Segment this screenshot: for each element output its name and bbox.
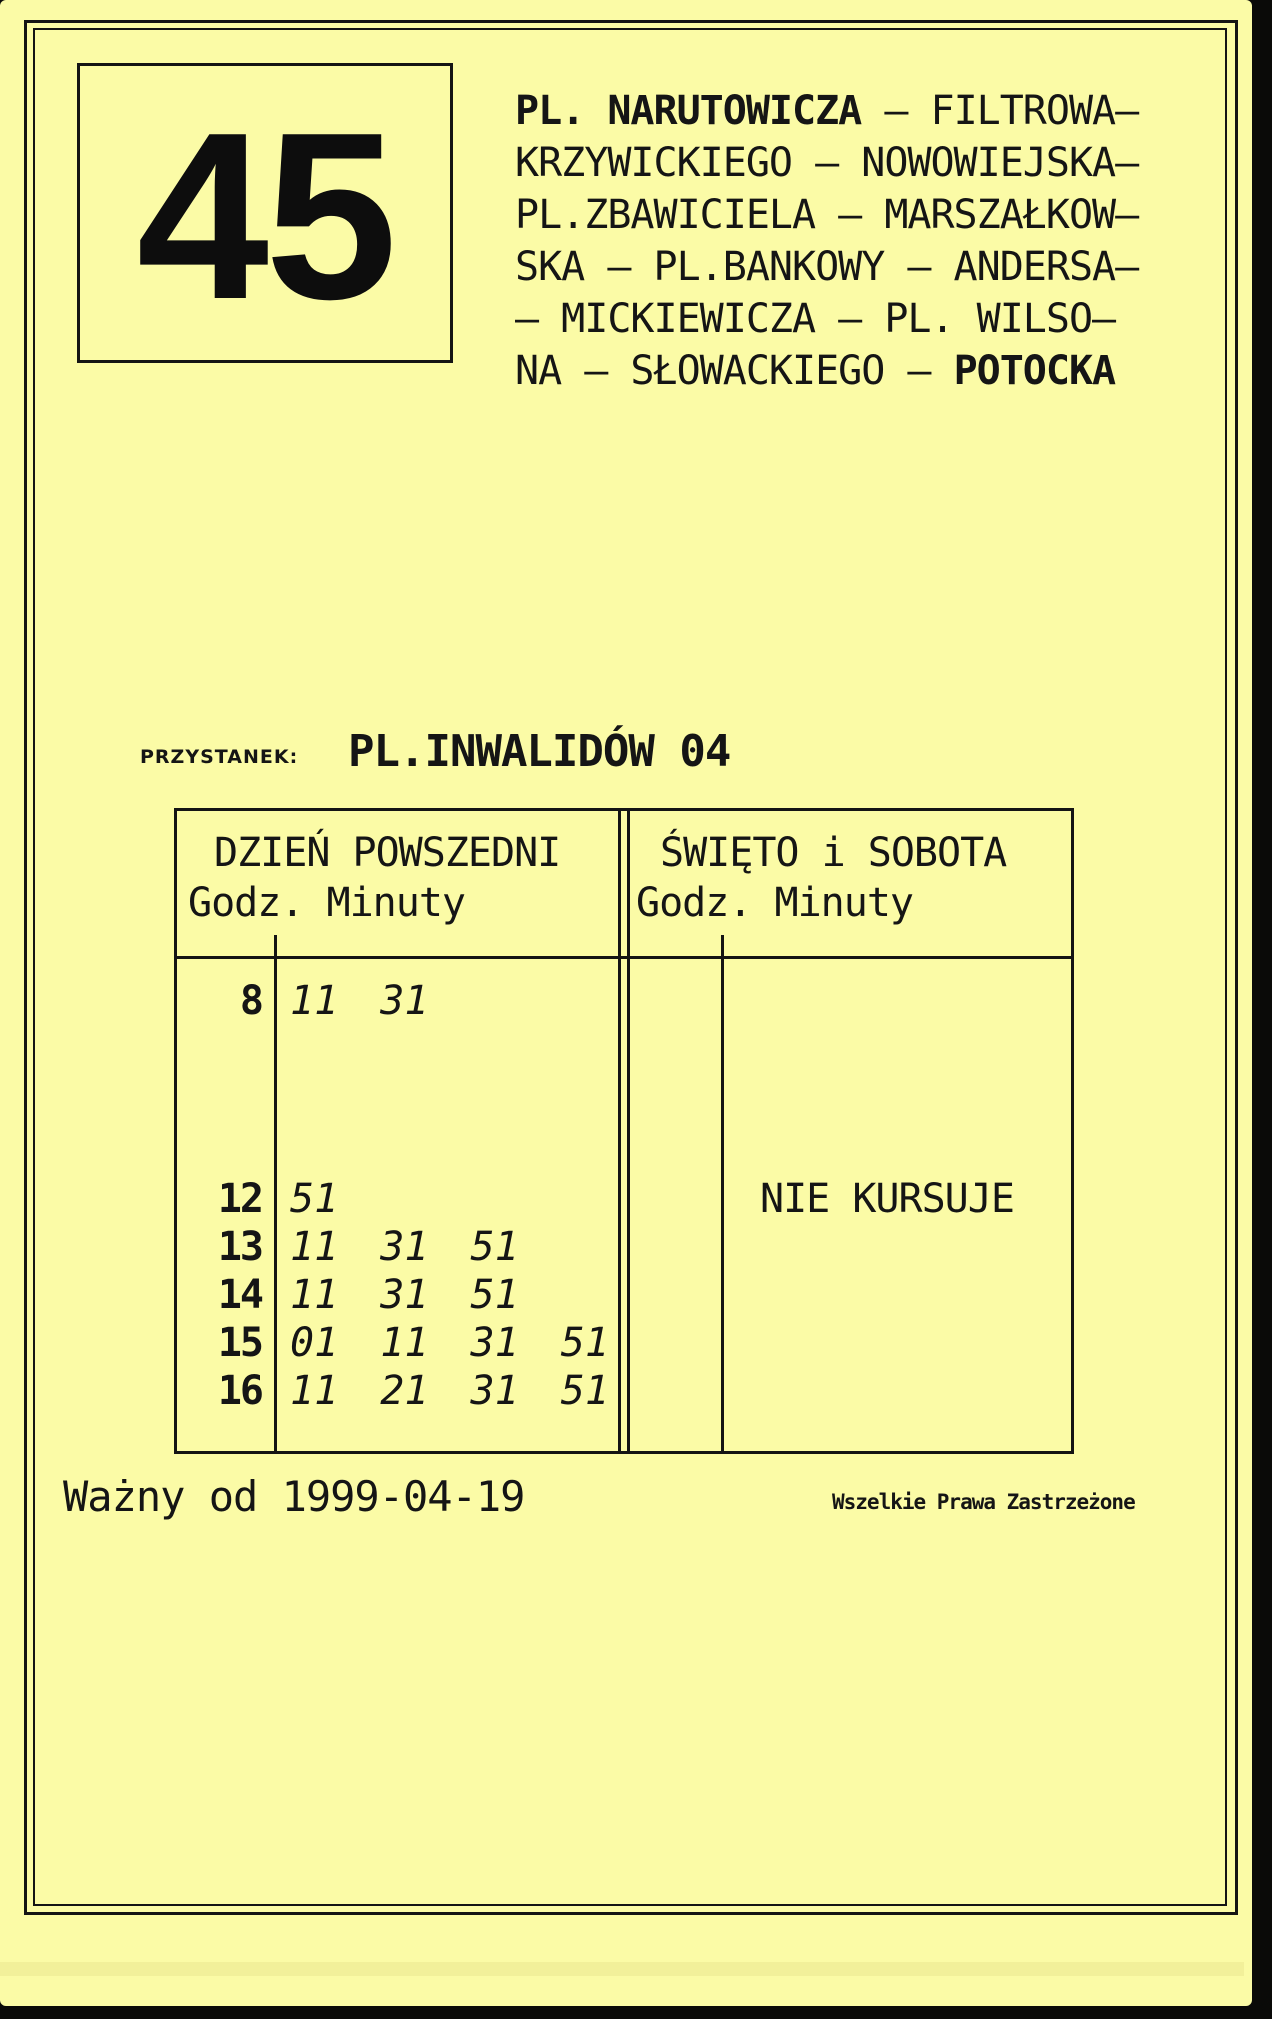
route-text: – FILTROWA– xyxy=(861,88,1139,134)
route-line xyxy=(515,293,1205,345)
route-line xyxy=(515,345,1205,397)
minutes-cell: 11 31 51 xyxy=(290,1224,519,1270)
route-line xyxy=(515,137,1205,189)
hour-cell: 8 xyxy=(239,978,262,1024)
route-text: KRZYWICKIEGO – NOWOWIEJSKA– xyxy=(515,140,1139,186)
hour-cell: 14 xyxy=(217,1272,262,1318)
stop-label: PRZYSTANEK: xyxy=(140,746,299,768)
hour-cell: 16 xyxy=(217,1368,262,1414)
route-description xyxy=(515,85,1205,397)
stop-name: PL.INWALIDÓW 04 xyxy=(348,726,731,777)
minutes-cell: 01 11 31 51 xyxy=(290,1320,609,1366)
minutes-cell: 11 21 31 51 xyxy=(290,1368,609,1414)
route-text: SKA – PL.BANKOWY – ANDERSA– xyxy=(515,244,1139,290)
route-text: PL.ZBAWICIELA – MARSZAŁKOW– xyxy=(515,192,1139,238)
route-line xyxy=(515,85,1205,137)
line-number: 45 xyxy=(136,84,394,349)
route-text: – MICKIEWICZA – PL. WILSO– xyxy=(515,296,1116,342)
route-line xyxy=(515,241,1205,293)
route-text: NA – SŁOWACKIEGO – xyxy=(515,348,954,394)
minutes-cell: 51 xyxy=(290,1176,339,1222)
hour-cell: 15 xyxy=(217,1320,262,1366)
weekday-subtitle: Godz. Minuty xyxy=(188,880,465,926)
weekday-title: DZIEŃ POWSZEDNI xyxy=(214,830,561,876)
route-line xyxy=(515,189,1205,241)
route-end-stop: POTOCKA xyxy=(953,348,1116,394)
holiday-no-service-note: NIE KURSUJE xyxy=(760,1176,1014,1222)
paper-edge-strip xyxy=(0,1962,1244,1976)
holiday-title: ŚWIĘTO i SOBOTA xyxy=(660,830,1007,876)
table-center-divider xyxy=(618,808,621,1454)
minutes-cell: 11 31 xyxy=(290,978,429,1024)
route-start-stop: PL. NARUTOWICZA xyxy=(515,88,862,134)
holiday-subtitle: Godz. Minuty xyxy=(636,880,913,926)
table-center-divider xyxy=(627,808,630,1454)
copyright-notice: Wszelkie Prawa Zastrzeżone xyxy=(832,1490,1135,1514)
holiday-hour-divider xyxy=(721,935,724,1454)
line-number-box xyxy=(77,63,453,363)
table-header-divider xyxy=(174,956,1074,959)
hour-cell: 13 xyxy=(217,1224,262,1270)
valid-from: Ważny od 1999-04-19 xyxy=(63,1472,525,1521)
hour-cell: 12 xyxy=(217,1176,262,1222)
minutes-cell: 11 31 51 xyxy=(290,1272,519,1318)
weekday-hour-divider xyxy=(274,935,277,1454)
